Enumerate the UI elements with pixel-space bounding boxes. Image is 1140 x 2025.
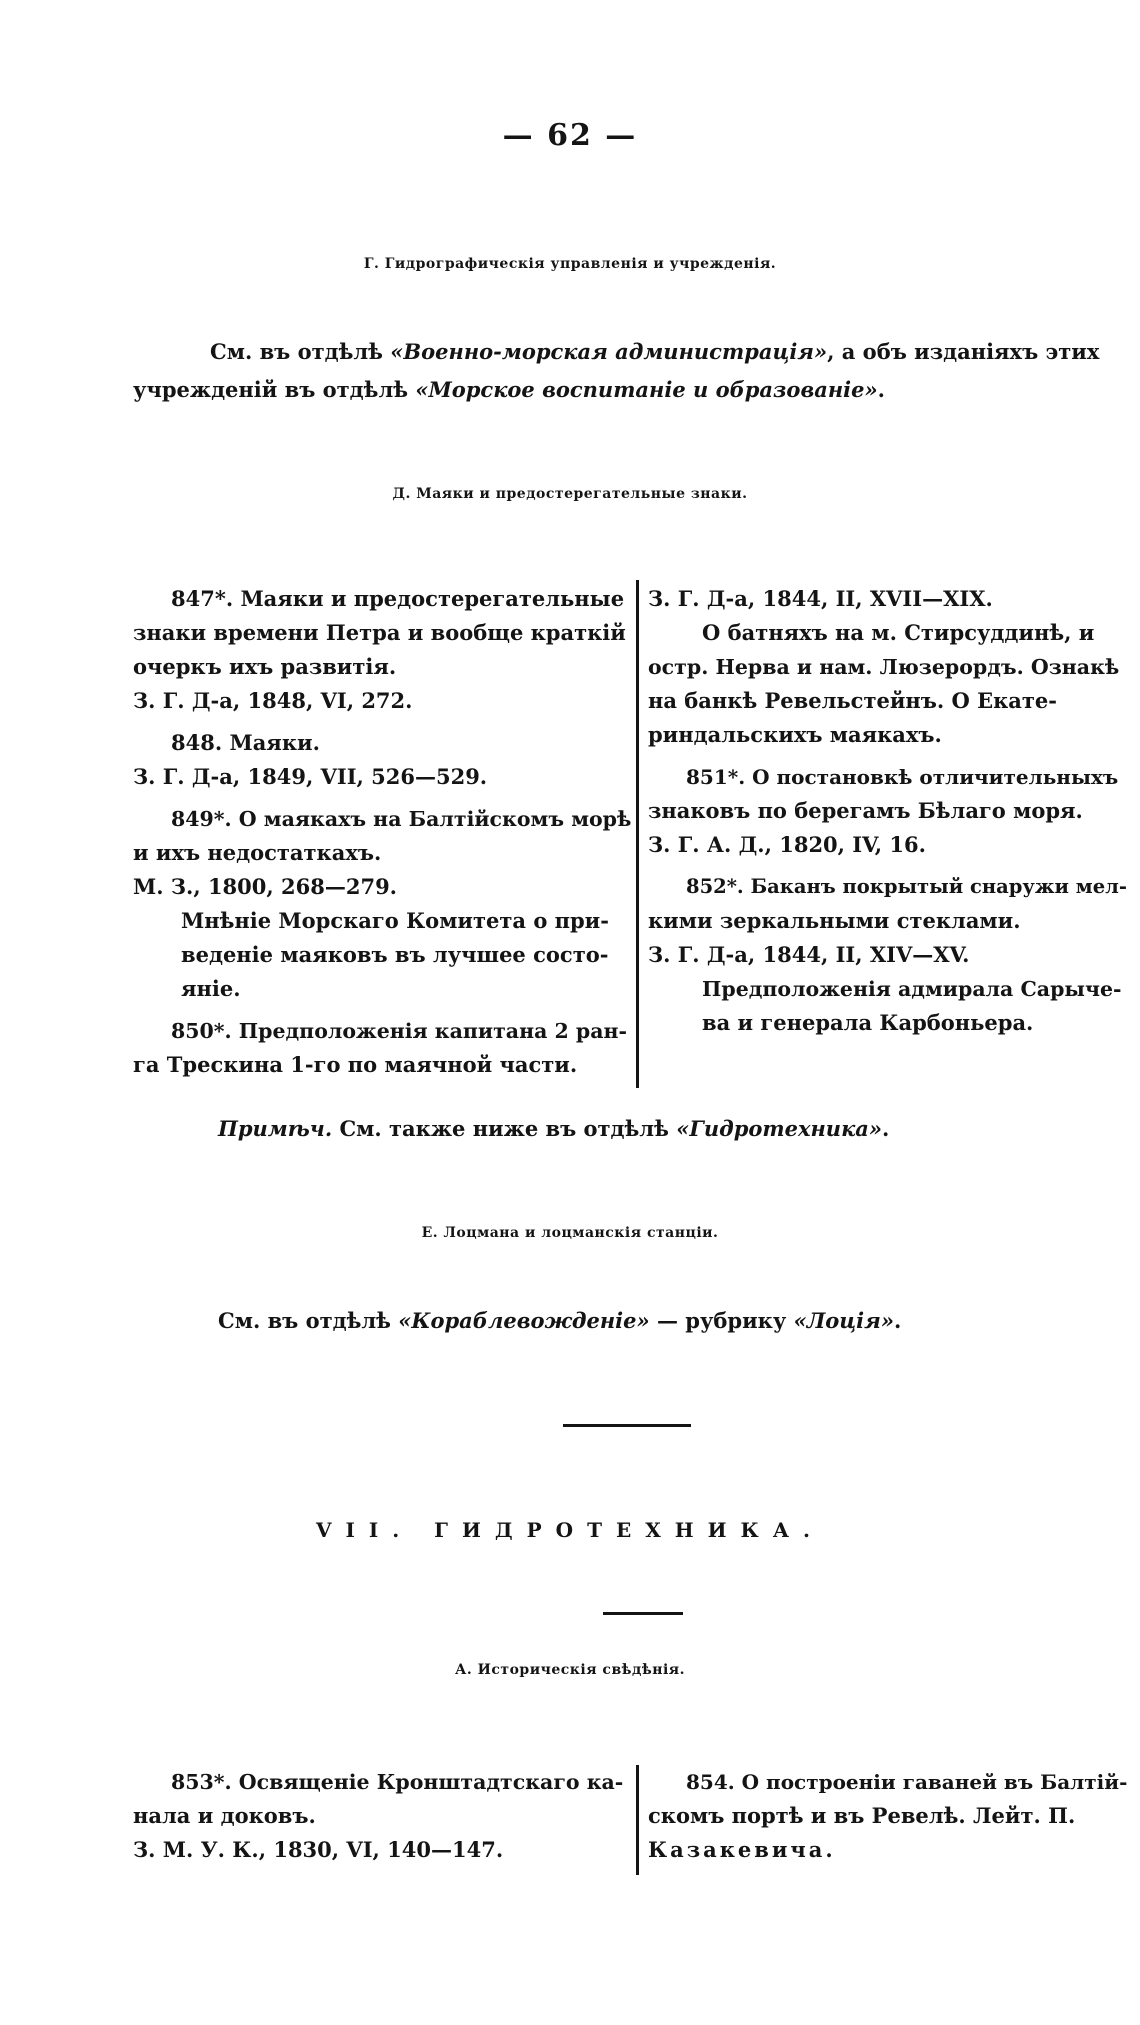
section-g-line-2-prefix: учрежденій въ отдѣлѣ	[133, 377, 416, 402]
entry-852-line-1: 852*. Баканъ покрытый снаружи мел-	[686, 875, 1127, 898]
chapter-title: VII. ГИДРОТЕХНИКА.	[316, 1518, 824, 1542]
entry-848-line-1: 848. Маяки.	[171, 730, 320, 755]
section-g-line-1	[210, 333, 1130, 371]
entry-849-line-2: и ихъ недостаткахъ.	[133, 840, 382, 865]
continued-source: З. Г. Д-а, 1844, II, XVII—XIX.	[648, 586, 993, 611]
entry-848-source: З. Г. Д-а, 1849, VII, 526—529.	[133, 764, 488, 789]
section-e-text	[218, 1302, 1118, 1340]
section-g-line-2-suffix: .	[877, 377, 885, 402]
section-e-text-mid: — рубрику	[649, 1308, 794, 1333]
section-g-line-1-suffix: , а объ изданіяхъ этих	[827, 339, 1100, 364]
entry-853-line-1: 853*. Освященіе Кронштадтскаго ка-	[171, 1770, 624, 1794]
entry-850-line-2: га Трескина 1-го по маячной части.	[133, 1052, 578, 1077]
entry-847-line-1: 847*. Маяки и предостерегательные	[171, 586, 625, 611]
entry-849-note-2: веденіе маяковъ въ лучшее состо-	[181, 942, 609, 967]
section-d-note-ref: «Гидротехника»	[676, 1116, 883, 1141]
section-d-left-column	[133, 582, 633, 1082]
entry-849-line-1: 849*. О маякахъ на Балтійскомъ морѣ	[171, 807, 632, 831]
section-d-note-text: См. также ниже въ отдѣлѣ	[332, 1116, 677, 1141]
entry-852-note-2: ва и генерала Карбоньера.	[702, 1010, 1034, 1035]
entry-852-note-1: Предположенія адмирала Сарыче-	[702, 977, 1122, 1001]
section-a-right-column	[648, 1765, 1128, 1867]
entry-851-line-2: знаковъ по берегамъ Бѣлаго моря.	[648, 798, 1083, 823]
entry-851-source: З. Г. А. Д., 1820, IV, 16.	[648, 832, 926, 857]
section-a-left-column	[133, 1765, 633, 1867]
entry-847-line-2: знаки времени Петра и вообще краткій	[133, 620, 626, 645]
entry-849-source: М. З., 1800, 268—279.	[133, 874, 397, 899]
entry-851-line-1: 851*. О постановкѣ отличительныхъ	[686, 765, 1119, 789]
continued-note-1: О батняхъ на м. Стирсуддинѣ, и	[702, 620, 1095, 645]
section-e-text-ref-2: «Лоція»	[793, 1308, 894, 1333]
section-e-text-end: .	[893, 1308, 902, 1333]
entry-847-source: З. Г. Д-а, 1848, VI, 272.	[133, 688, 413, 713]
section-g-line-2-ref: «Морское воспитаніе и образованіе»	[415, 377, 878, 402]
continued-note-2: остр. Нерва и нам. Люзерордъ. Ознакѣ	[648, 655, 1120, 679]
continued-note-4: риндальскихъ маякахъ.	[648, 722, 942, 747]
entry-853-line-2: нала и доковъ.	[133, 1803, 316, 1828]
section-g-line-1-ref: «Военно-морская администрація»	[390, 339, 828, 364]
section-e-heading: Е. Лоцмана и лоцманскія станціи.	[421, 1225, 719, 1241]
entry-850-line-1: 850*. Предположенія капитана 2 ран-	[171, 1019, 628, 1043]
column-divider-2	[636, 1765, 639, 1875]
entry-854-line-2: скомъ портѣ и въ Ревелѣ. Лейт. П.	[648, 1803, 1076, 1828]
section-d-note	[218, 1110, 1118, 1148]
entry-849-note-3: яніе.	[181, 976, 241, 1001]
section-g-line-2	[133, 371, 1093, 409]
section-e-text-ref-1: «Кораблевожденіе»	[398, 1308, 650, 1333]
section-d-note-end: .	[882, 1116, 890, 1141]
entry-854-line-1: 854. О построеніи гаваней въ Балтій-	[686, 1770, 1128, 1794]
entry-852-line-2: кими зеркальными стеклами.	[648, 908, 1021, 933]
section-d-note-label: Примѣч.	[218, 1116, 333, 1141]
entry-847-line-3: очеркъ ихъ развитія.	[133, 654, 397, 679]
entry-853-source: З. М. У. К., 1830, VI, 140—147.	[133, 1837, 504, 1862]
section-g-heading: Г. Гидрографическія управленія и учрежденія.	[363, 256, 777, 272]
section-divider	[563, 1424, 691, 1427]
entry-854-line-3: Казакевича.	[648, 1837, 836, 1862]
continued-note-3: на банкѣ Ревельстейнъ. О Екате-	[648, 688, 1057, 713]
page-number: — 62 —	[502, 118, 638, 153]
section-d-right-column	[648, 582, 1128, 1040]
section-a-heading: А. Историческія свѣдѣнія.	[455, 1662, 685, 1678]
section-d-heading: Д. Маяки и предостерегательные знаки.	[392, 486, 748, 502]
section-e-text-prefix: См. въ отдѣлѣ	[218, 1308, 399, 1333]
section-g-line-1-prefix: См. въ отдѣлѣ	[210, 339, 391, 364]
entry-852-source: З. Г. Д-а, 1844, II, XIV—XV.	[648, 942, 970, 967]
chapter-rule	[603, 1612, 683, 1615]
column-divider	[636, 580, 639, 1088]
entry-849-note-1: Мнѣніе Морскаго Комитета о при-	[181, 908, 609, 933]
